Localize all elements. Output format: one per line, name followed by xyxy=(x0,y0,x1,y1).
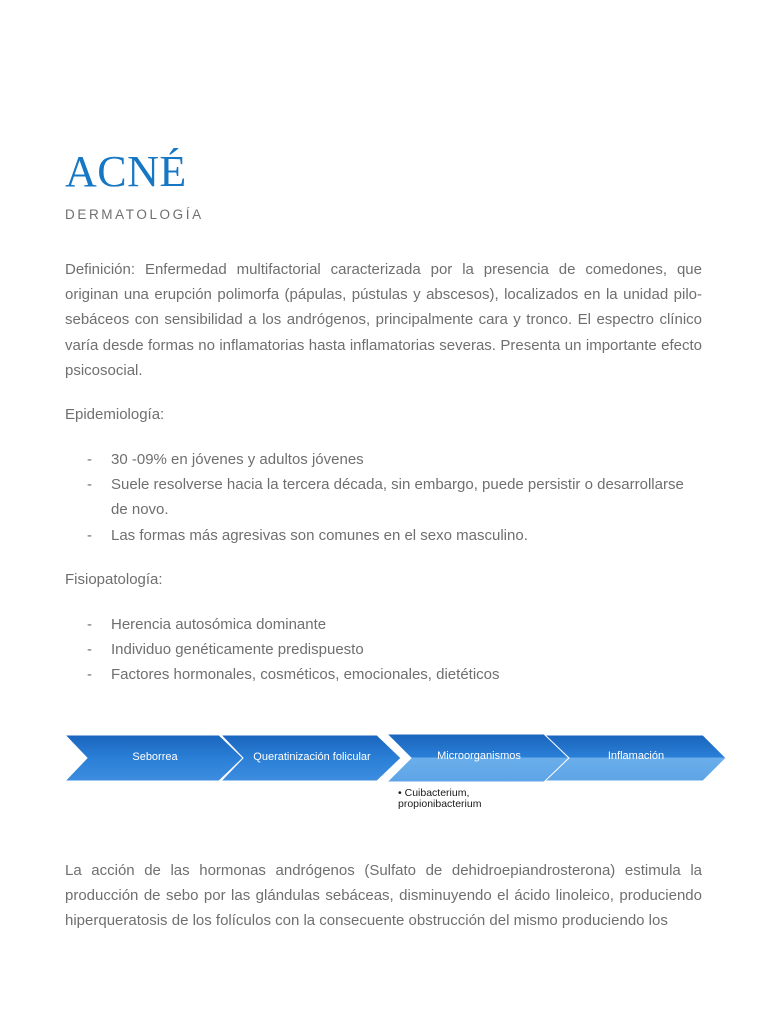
chevron-label-seborrea: Seborrea xyxy=(132,751,178,763)
list-item xyxy=(65,612,702,637)
epidemiology-list xyxy=(65,447,702,548)
list-item-text: Individuo genéticamente predispuesto xyxy=(111,641,364,659)
list-dash: - xyxy=(87,476,92,494)
chevron-label-microorganismos: Microorganismos xyxy=(437,750,521,762)
pathophysiology-heading: Fisiopatología: xyxy=(65,571,163,588)
list-item xyxy=(65,447,702,472)
list-item-text: Factores hormonales, cosméticos, emocionales, dietéticos xyxy=(111,666,500,684)
note-text: Cuibacterium, propionibacterium xyxy=(398,787,482,810)
microorganisms-note xyxy=(398,788,538,810)
list-item-text: Herencia autosómica dominante xyxy=(111,616,327,633)
list-dash: - xyxy=(87,616,92,633)
list-item xyxy=(65,523,702,548)
list-item xyxy=(65,637,702,662)
list-item xyxy=(65,472,702,522)
list-item-text: 30 -09% en jóvenes y adultos jóvenes xyxy=(111,451,364,468)
closing-paragraph: La acción de las hormonas andrógenos (Sulfato de dehidroepiandrosterona) estimula la producción de sebo por las glándulas sebáceas, disminuyendo el ácido linoleico, produciendo hiperqueratosis de los folículos con la consecuente obstrucción del mismo produciendo los xyxy=(65,862,702,930)
chevron-label-queratinizacion: Queratinización folicular xyxy=(253,751,371,763)
page-title: ACNÉ xyxy=(65,147,187,196)
process-diagram xyxy=(65,733,727,813)
list-item-text: Suele resolverse hacia la tercera década, sin embargo, puede persistir o desarrollarse de novo. xyxy=(111,476,684,519)
list-dash: - xyxy=(87,526,92,544)
chevron-label-inflamacion: Inflamación xyxy=(607,750,665,762)
list-dash: - xyxy=(87,451,92,468)
list-dash: - xyxy=(87,666,92,684)
list-dash: - xyxy=(87,641,92,659)
page-subtitle: DERMATOLOGÍA xyxy=(65,207,204,222)
list-item-text: Las formas más agresivas son comunes en el sexo masculino. xyxy=(111,526,528,544)
pathophysiology-list xyxy=(65,612,702,688)
note-bullet: • xyxy=(398,787,402,799)
definition-paragraph: Definición: Enfermedad multifactorial caracterizada por la presencia de comedones, que originan una erupción polimorfa (pápulas, pústulas y abscesos), localizados en la unidad pilo-sebáceos con sensibilidad a los andrógenos, principalmente cara y tronco. El espectro clínico varía desde formas no inflamatorias hasta inflamatorias severas. Presenta un importante efecto psicosocial. xyxy=(65,261,702,379)
list-item xyxy=(65,662,702,687)
epidemiology-heading: Epidemiología: xyxy=(65,406,165,423)
